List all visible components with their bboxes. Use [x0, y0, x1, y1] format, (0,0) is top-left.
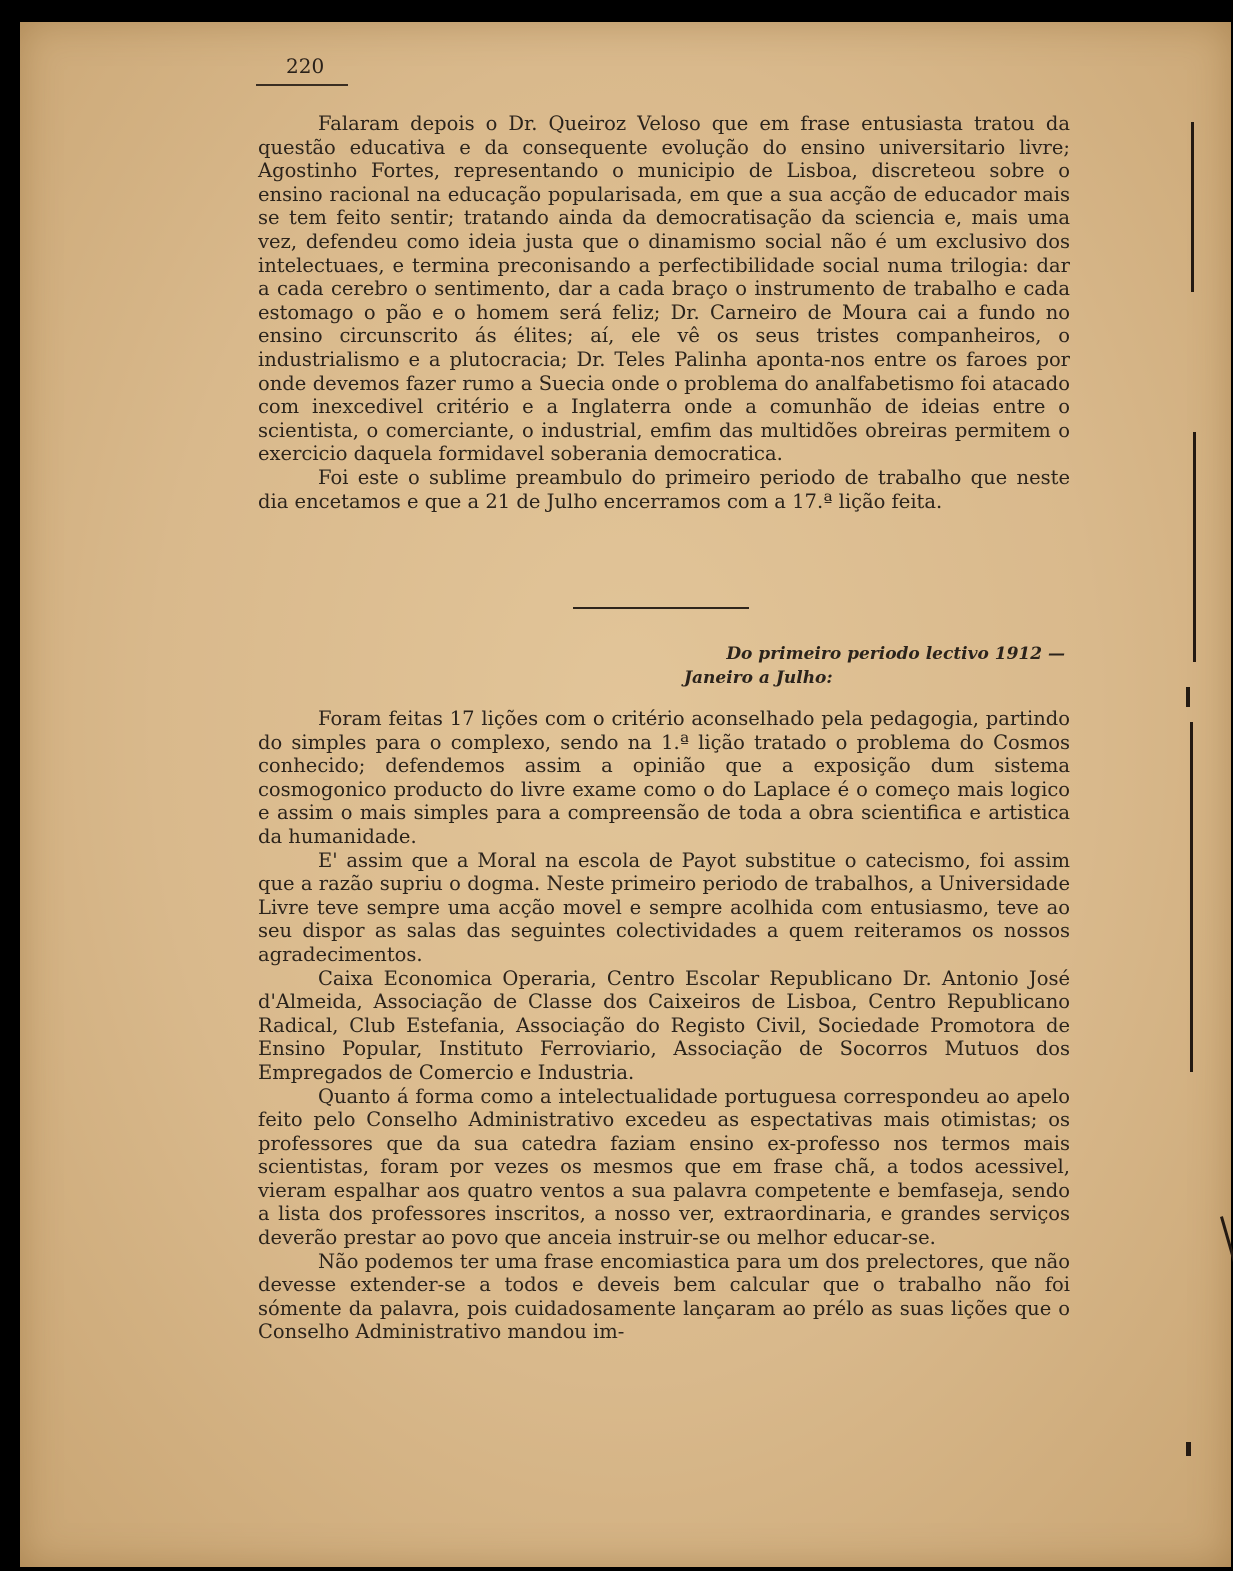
binding-stitch-mark: [1193, 432, 1196, 662]
page-number-rule: [256, 84, 348, 86]
section-heading: [620, 642, 1065, 690]
section-divider: [573, 607, 749, 609]
page-number: 220: [286, 54, 325, 78]
second-section: [258, 707, 1070, 1344]
book-page: [20, 22, 1231, 1567]
binding-stitch-mark: [1186, 687, 1190, 707]
section-heading-line-2: Janeiro a Julho:: [684, 668, 833, 688]
first-section: [258, 112, 1070, 513]
paragraph: Foi este o sublime preambulo do primeiro periodo de trabalho que neste dia encetamos e que a 21 de Julho encerramos com a 17.ª lição feita.: [258, 465, 1070, 513]
binding-stitch-mark: [1191, 122, 1194, 292]
binding-stitch-mark: [1186, 1442, 1191, 1456]
paragraph: Foram feitas 17 lições com o critério aconselhado pela pedagogia, partindo do simples para o complexo, sendo na 1.ª lição tratado o problema do Cosmos conhecido; defendemos assim a opinião que a exposição dum sistema cosmogonico producto do livre exame como o do Laplace é o começo mais logico e assim o mais simples para a compreensão de toda a obra scientifica e artistica da humanidade.: [258, 707, 1070, 848]
paragraph: Não podemos ter uma frase encomiastica para um dos prelectores, que não devesse extender-se a todos e deveis bem calcular que o trabalho não foi sómente da palavra, pois cuidadosamente lançaram ao prélo as suas lições que o Conselho Administrativo mandou im-: [258, 1249, 1070, 1344]
paragraph: Caixa Economica Operaria, Centro Escolar Republicano Dr. Antonio José d'Almeida, Associação de Classe dos Caixeiros de Lisboa, Centro Republicano Radical, Club Estefania, Associação do Registo Civil, Sociedade Promotora de Ensino Popular, Instituto Ferroviario, Associação de Socorros Mutuos dos Empregados de Comercio e Industria.: [258, 966, 1070, 1084]
paragraph: Falaram depois o Dr. Queiroz Veloso que em frase entusiasta tratou da questão educativa e da consequente evolução do ensino universitario livre; Agostinho Fortes, representando o municipio de Lisboa, discreteou sobre o ensino racional na educação popularisada, em que a sua acção de educador mais se tem feito sentir; tratando ainda da democratisação da sciencia e, mais uma vez, defendeu como ideia justa que o dinamismo social não é um exclusivo dos intelectuaes, e termina preconisando a perfectibilidade social numa trilogia: dar a cada cerebro o sentimento, dar a cada braço o instrumento de trabalho e cada estomago o pão e o homem será feliz; Dr. Carneiro de Moura cai a fundo no ensino circunscrito ás élites; aí, ele vê os seus tristes companheiros, o industrialismo e a plutocracia; Dr. Teles Palinha aponta-nos entre os faroes por onde devemos fazer rumo a Suecia onde o problema do analfabetismo foi atacado com inexcedivel critério e a Inglaterra onde a comunhão de ideias entre o scientista, o comerciante, o industrial, emfim das multidões obreiras permitem o exercicio daquela formidavel soberania democratica.: [258, 112, 1070, 466]
section-heading-line-1: Do primeiro periodo lectivo 1912 —: [726, 644, 1065, 664]
binding-stitch-mark: [1220, 1216, 1233, 1380]
paragraph: E' assim que a Moral na escola de Payot substitue o catecismo, foi assim que a razão supriu o dogma. Neste primeiro periodo de trabalhos, a Universidade Livre teve sempre uma acção movel e sempre acolhida com entusiasmo, teve ao seu dispor as salas das seguintes colectividades a quem reiteramos os nossos agradecimentos.: [258, 848, 1070, 966]
paragraph: Quanto á forma como a intelectualidade portuguesa correspondeu ao apelo feito pelo Conselho Administrativo excedeu as espectativas mais otimistas; os professores que da sua catedra faziam ensino ex-professo nos termos mais scientistas, foram por vezes os mesmos que em frase chã, a todos acessivel, vieram espalhar aos quatro ventos a sua palavra competente e bemfaseja, sendo a lista dos professores inscritos, a nosso ver, extraordinaria, e grandes serviços deverão prestar ao povo que anceia instruir-se ou melhor educar-se.: [258, 1084, 1070, 1250]
binding-stitch-mark: [1190, 722, 1193, 1072]
